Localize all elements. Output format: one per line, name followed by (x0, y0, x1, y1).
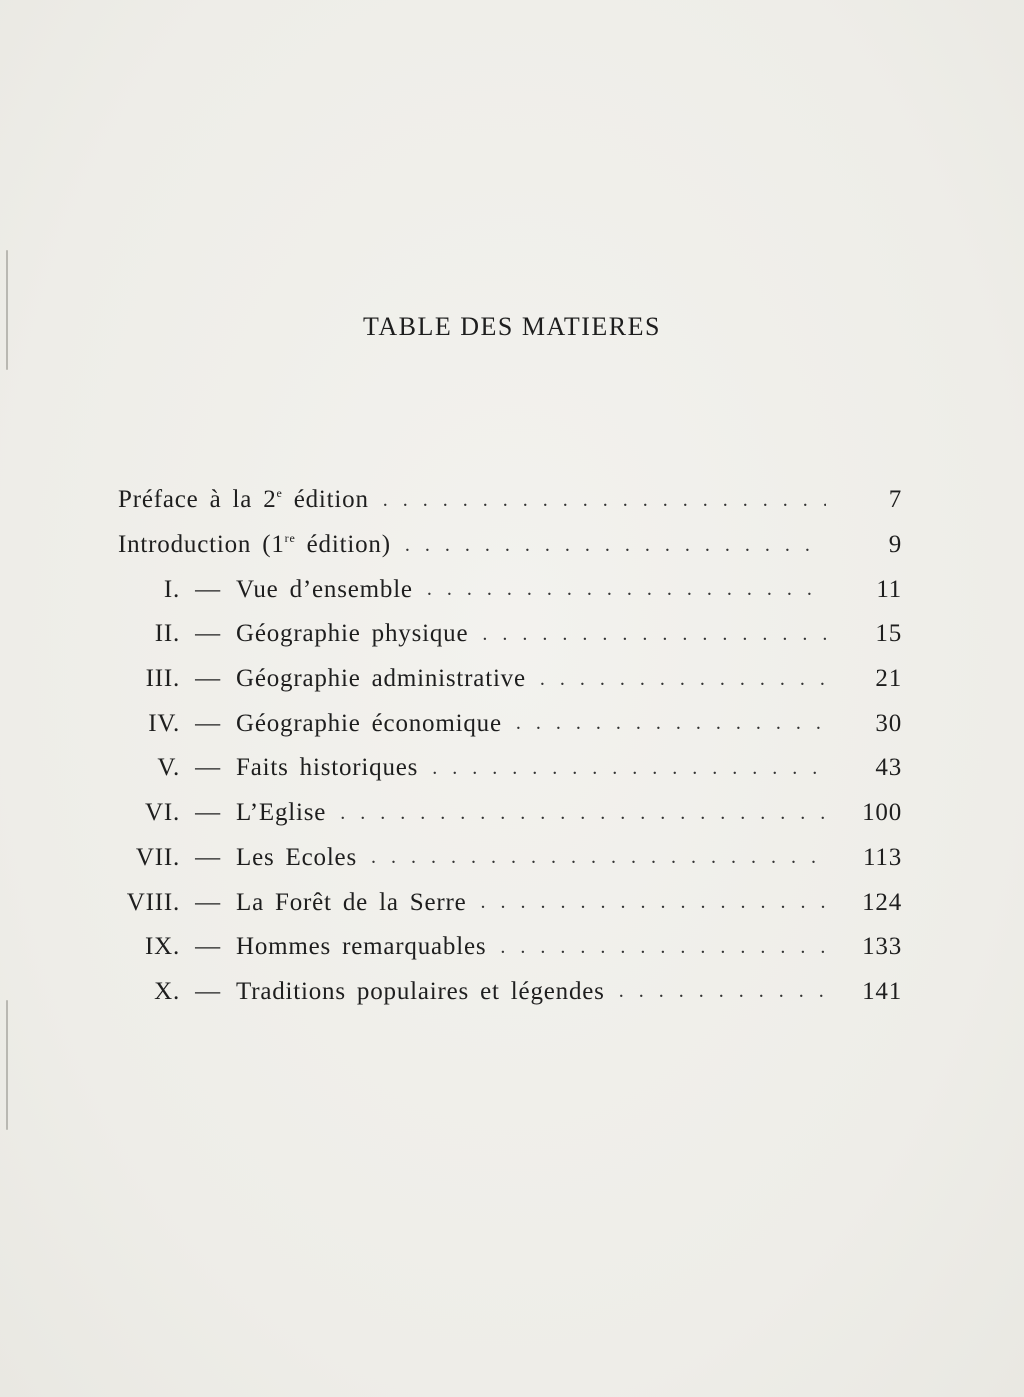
em-dash: — (195, 620, 221, 648)
dot-leader (619, 980, 826, 1003)
toc-entry-preface[interactable] (118, 478, 902, 523)
toc-entry-label: Géographie physique (236, 620, 469, 648)
dot-leader (432, 757, 826, 780)
dot-leader (500, 936, 826, 959)
em-dash: — (195, 888, 221, 916)
toc-entry-chapter-8[interactable] (118, 880, 902, 925)
toc-page-number: 100 (862, 799, 902, 827)
toc-entry-label: Géographie économique (236, 709, 502, 737)
dot-leader (540, 668, 826, 691)
toc-page-number: 7 (888, 486, 902, 514)
em-dash: — (195, 665, 221, 693)
toc-entry-label: Géographie administrative (236, 665, 526, 693)
toc-entry-chapter-3[interactable] (118, 657, 902, 702)
toc-entry-label: Traditions populaires et légendes (236, 977, 605, 1005)
toc-entry-label: Hommes remarquables (236, 933, 487, 961)
toc-entry-chapter-10[interactable] (118, 970, 902, 1015)
dot-leader (405, 534, 826, 557)
toc-page-number: 133 (862, 933, 902, 961)
toc-entry-chapter-4[interactable] (118, 701, 902, 746)
toc-page-number: 43 (875, 754, 902, 782)
toc-entry-introduction[interactable] (118, 523, 902, 568)
toc-entry-chapter-5[interactable] (118, 746, 902, 791)
toc-entry-label: Faits historiques (236, 754, 419, 782)
chapter-numeral: I. (163, 575, 180, 603)
table-of-contents (118, 478, 902, 1014)
dot-leader (481, 891, 826, 914)
toc-entry-chapter-1[interactable] (118, 567, 902, 612)
toc-entry-chapter-6[interactable] (118, 791, 902, 836)
toc-page-number: 9 (888, 531, 902, 559)
toc-entry-chapter-9[interactable] (118, 925, 902, 970)
chapter-numeral: IX. (144, 933, 180, 961)
chapter-numeral: VIII. (126, 888, 180, 916)
toc-page-number: 21 (875, 665, 902, 693)
toc-entry-label: Les Ecoles (236, 843, 357, 871)
chapter-numeral: III. (145, 665, 180, 693)
em-dash: — (195, 575, 221, 603)
dot-leader (340, 802, 826, 825)
chapter-numeral: II. (154, 620, 180, 648)
toc-entry-label: Vue d’ensemble (236, 575, 413, 603)
toc-page-number: 124 (862, 888, 902, 916)
toc-entry-label: Préface à la 2e édition (118, 486, 369, 514)
binding-stitch (6, 1000, 8, 1130)
em-dash: — (195, 977, 221, 1005)
toc-entry-label: L’Eglise (236, 799, 327, 827)
chapter-numeral: X. (154, 977, 180, 1005)
em-dash: — (195, 754, 221, 782)
em-dash: — (195, 709, 221, 737)
binding-stitch (6, 250, 8, 370)
toc-entry-label: La Forêt de la Serre (236, 888, 467, 916)
em-dash: — (195, 933, 221, 961)
dot-leader (371, 846, 826, 869)
chapter-numeral: VII. (135, 843, 180, 871)
toc-page-number: 15 (875, 620, 902, 648)
toc-entry-label: Introduction (1re édition) (118, 531, 391, 559)
toc-page-number: 113 (863, 843, 902, 871)
chapter-numeral: IV. (148, 709, 180, 737)
toc-entry-chapter-2[interactable] (118, 612, 902, 657)
em-dash: — (195, 843, 221, 871)
dot-leader (516, 712, 826, 735)
toc-page-number: 11 (876, 575, 902, 603)
dot-leader (482, 623, 826, 646)
chapter-numeral: VI. (144, 799, 180, 827)
toc-page-number: 141 (862, 977, 902, 1005)
em-dash: — (195, 799, 221, 827)
chapter-numeral: V. (157, 754, 180, 782)
dot-leader (427, 578, 826, 601)
toc-entry-chapter-7[interactable] (118, 836, 902, 881)
dot-leader (383, 489, 826, 512)
page-title: TABLE DES MATIERES (363, 312, 661, 341)
toc-page-number: 30 (875, 709, 902, 737)
